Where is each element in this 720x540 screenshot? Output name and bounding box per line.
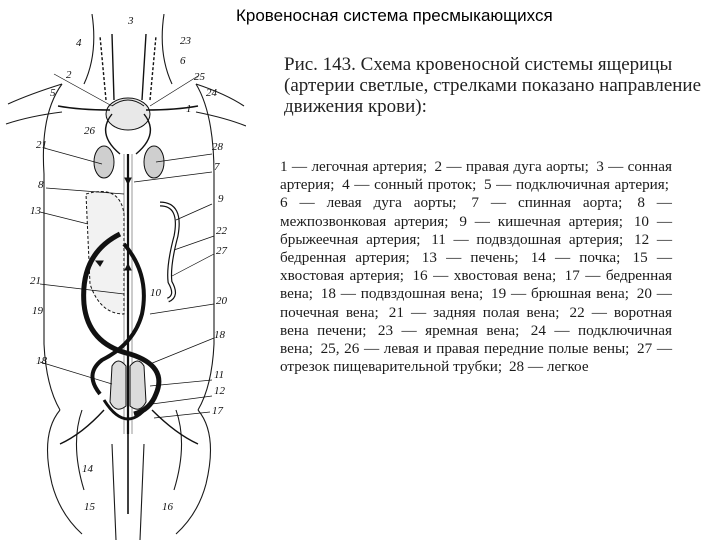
legend-item: 25, 26 — левая и правая передние полые вены; bbox=[320, 340, 630, 358]
label-1: 1 bbox=[186, 103, 192, 115]
legend-item: 11 — подвздошная артерия; bbox=[431, 230, 624, 248]
legend-item: 9 — кишечная артерия; bbox=[459, 212, 624, 230]
label-17: 17 bbox=[212, 405, 223, 417]
label-28: 28 bbox=[212, 141, 223, 153]
label-18-left: 18 bbox=[36, 355, 47, 367]
legend-item: 2 — правая дуга аорты; bbox=[434, 158, 589, 175]
lung-right bbox=[144, 146, 164, 178]
label-3: 3 bbox=[128, 15, 134, 27]
label-7: 7 bbox=[214, 161, 220, 173]
legend-item: 27 — отрезок пищеварительной трубки; bbox=[280, 340, 673, 376]
label-22: 22 bbox=[216, 225, 227, 237]
legend-item: 24 — подключичная вена; bbox=[280, 321, 672, 358]
label-13: 13 bbox=[30, 205, 41, 217]
label-6: 6 bbox=[180, 55, 186, 67]
legend-item: 6 — левая дуга аорты; bbox=[280, 194, 457, 212]
carotid-artery bbox=[112, 34, 146, 100]
legend-item: 8 — межпозвонковая артерия; bbox=[280, 194, 672, 230]
legend-item: 10 — брыжеечная артерия; bbox=[280, 212, 673, 248]
label-21-lower: 21 bbox=[30, 275, 41, 287]
label-8: 8 bbox=[38, 179, 44, 191]
label-27: 27 bbox=[216, 245, 227, 257]
right-forelimb bbox=[196, 84, 246, 126]
legend-item: 4 — сонный проток; bbox=[342, 176, 477, 194]
label-25: 25 bbox=[194, 71, 205, 83]
label-11: 11 bbox=[214, 369, 225, 381]
liver bbox=[86, 192, 124, 315]
label-19: 19 bbox=[32, 305, 43, 317]
legend-item: 18 — подвздошная вена; bbox=[320, 285, 484, 303]
label-24: 24 bbox=[206, 87, 217, 99]
label-15: 15 bbox=[84, 501, 95, 513]
label-9: 9 bbox=[218, 193, 224, 205]
legend-item: 21 — задняя полая вена; bbox=[388, 303, 560, 321]
legend-item: 15 — хвостовая артерия; bbox=[280, 249, 673, 285]
legend-item: 3 — сонная артерия; bbox=[280, 158, 672, 194]
legend-item: 12 — бедренная артерия; bbox=[280, 230, 673, 267]
label-14: 14 bbox=[82, 463, 93, 475]
legend-item: 5 — подключичная артерия; bbox=[483, 176, 669, 194]
slide-title: Кровеносная система пресмыкающихся bbox=[236, 6, 553, 25]
legend-item: 1 — легочная артерия; bbox=[280, 158, 428, 175]
label-26: 26 bbox=[84, 125, 95, 137]
label-10: 10 bbox=[150, 287, 161, 299]
label-4: 4 bbox=[76, 37, 82, 49]
figure-caption-title: Рис. 143. Схема кровеносной системы ящерицы (артерии светлые, стрелками показано направление движения крови): bbox=[284, 54, 702, 117]
legend-item: 13 — печень; bbox=[421, 249, 519, 267]
label-18-right: 18 bbox=[214, 329, 225, 341]
legend-item: 16 — хвостовая вена; bbox=[412, 267, 557, 285]
lizard-circulation-diagram bbox=[0, 14, 246, 540]
legend-item: 20 — почечная вена; bbox=[280, 285, 672, 321]
label-5: 5 bbox=[50, 87, 56, 99]
lung-left bbox=[94, 146, 114, 178]
heart bbox=[106, 98, 150, 130]
label-16: 16 bbox=[162, 501, 173, 513]
label-12: 12 bbox=[214, 385, 225, 397]
legend-item: 7 — спинная аорта; bbox=[471, 194, 623, 212]
intestine bbox=[160, 204, 177, 300]
jugular-vein bbox=[100, 36, 156, 100]
label-21-upper: 21 bbox=[36, 139, 47, 151]
figure-legend bbox=[280, 158, 672, 376]
left-hindlimb bbox=[48, 410, 85, 534]
label-23: 23 bbox=[180, 35, 191, 47]
label-2: 2 bbox=[66, 69, 72, 81]
legend-item: 17 — бедренная вена; bbox=[280, 267, 673, 303]
legend-item: 22 — воротная вена печени; bbox=[280, 303, 673, 339]
legend-item: 23 — яремная вена; bbox=[377, 321, 520, 339]
right-hindlimb bbox=[174, 410, 211, 534]
label-20: 20 bbox=[216, 295, 227, 307]
legend-item: 14 — почка; bbox=[530, 249, 621, 267]
legend-item: 19 — брюшная вена; bbox=[491, 285, 629, 303]
legend-item: 28 — легкое bbox=[508, 358, 589, 376]
